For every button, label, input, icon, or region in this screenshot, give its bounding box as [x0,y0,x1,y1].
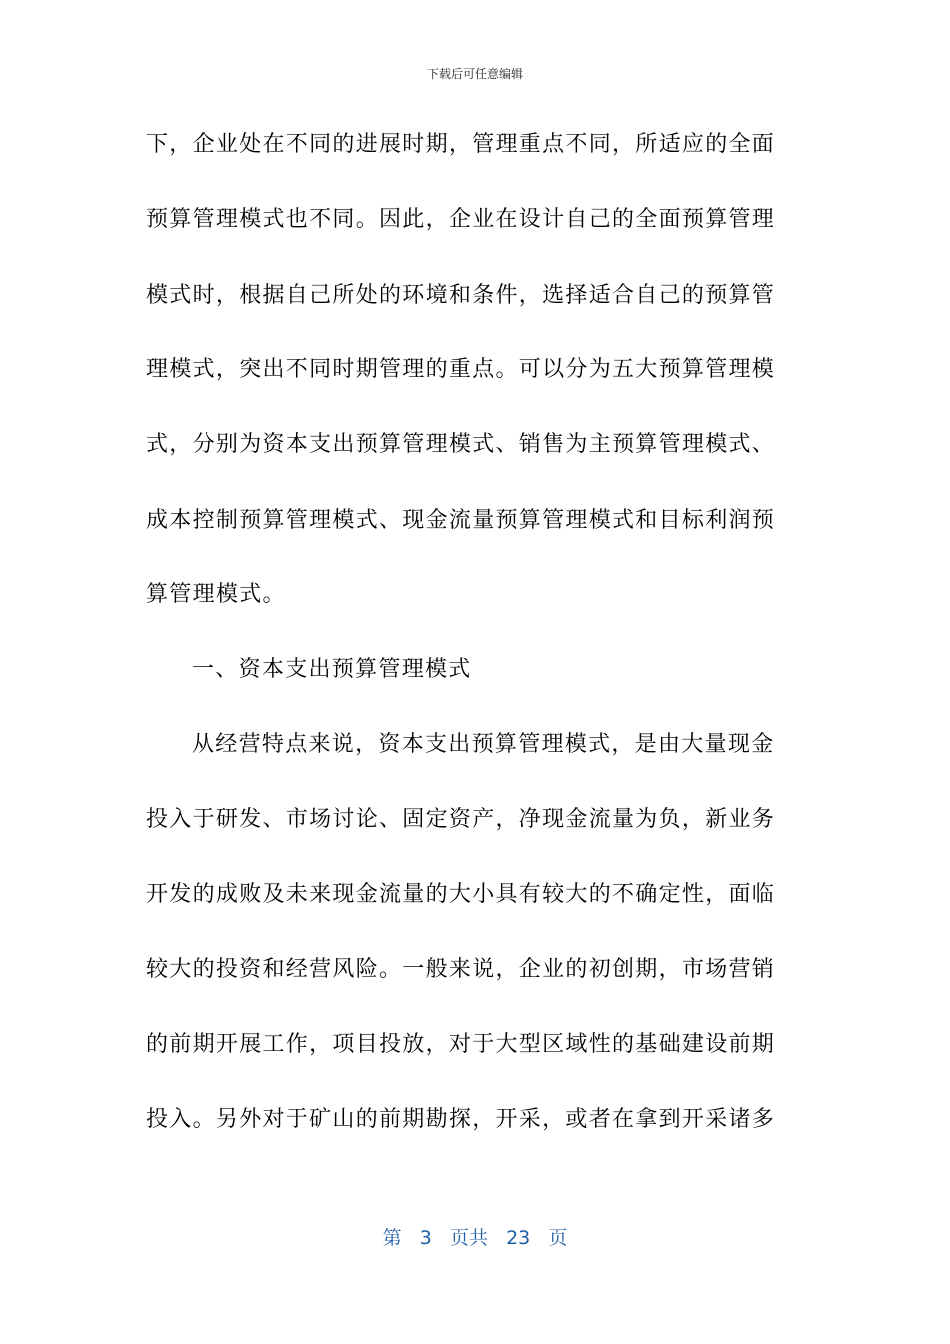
paragraph-line: 下，企业处在不同的进展时期，管理重点不同，所适应的全面 [146,132,776,157]
paragraph-line: 模式时，根据自己所处的环境和条件，选择适合自己的预算管 [146,283,776,308]
footer-suffix: 页 [548,1227,568,1249]
paragraph-line: 从经营特点来说，资本支出预算管理模式，是由大量现金 [192,732,775,757]
paragraph-line: 较大的投资和经营风险。一般来说，企业的初创期，市场营销 [146,957,776,982]
current-page-number: 3 [419,1227,432,1249]
paragraph-line: 投入于研发、市场讨论、固定资产，净现金流量为负，新业务 [146,807,776,832]
paragraph-line: 理模式，突出不同时期管理的重点。可以分为五大预算管理模 [146,357,776,382]
footer-middle: 页共 [449,1227,488,1249]
paragraph-line: 成本控制预算管理模式、现金流量预算管理模式和目标利润预 [146,508,776,533]
paragraph-line: 投入。另外对于矿山的前期勘探，开采，或者在拿到开采诸多 [146,1107,776,1132]
section-heading: 一、资本支出预算管理模式 [192,657,472,682]
paragraph-line: 算管理模式。 [146,582,286,607]
paragraph-line: 式，分别为资本支出预算管理模式、销售为主预算管理模式、 [146,432,776,457]
paragraph-line: 预算管理模式也不同。因此，企业在设计自己的全面预算管理 [146,207,776,232]
total-pages-number: 23 [506,1227,531,1249]
page-number-footer [0,1226,950,1250]
paragraph-line: 的前期开展工作，项目投放，对于大型区域性的基础建设前期 [146,1032,776,1057]
footer-prefix: 第 [382,1227,402,1249]
page-header-note: 下载后可任意编辑 [426,67,523,81]
paragraph-line: 开发的成败及未来现金流量的大小具有较大的不确定性，面临 [146,882,776,907]
